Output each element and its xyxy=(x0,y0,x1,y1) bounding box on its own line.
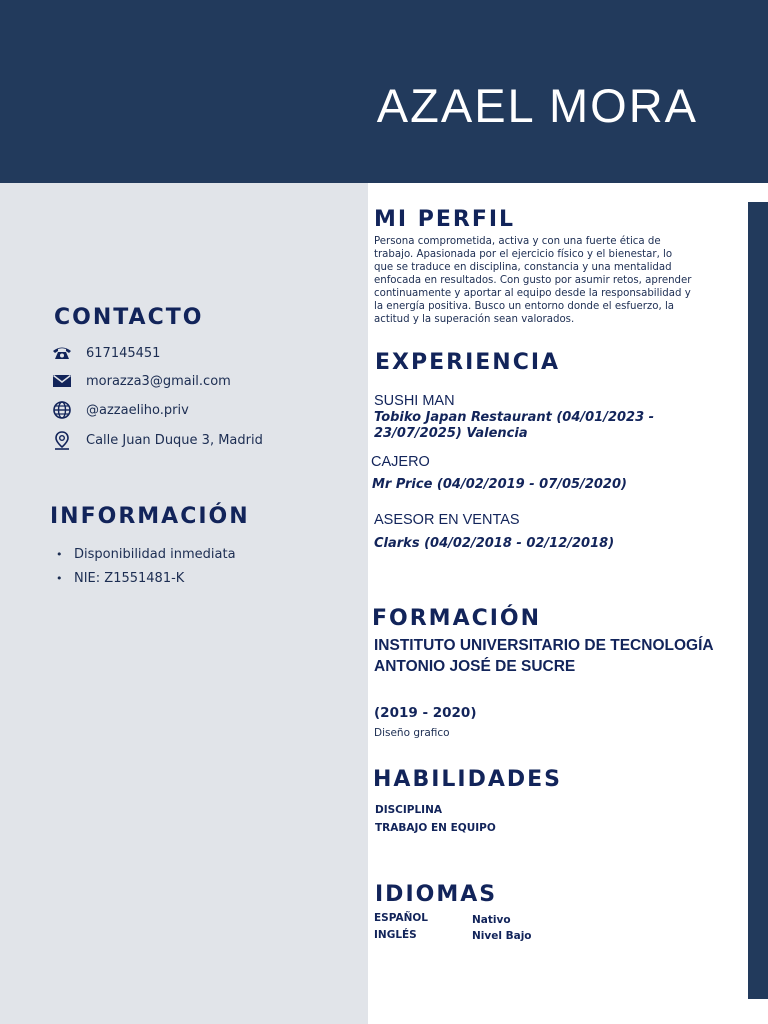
info-item: • NIE: Z1551481-K xyxy=(56,569,236,593)
header-banner xyxy=(0,0,768,183)
job-title: ASESOR EN VENTAS xyxy=(374,512,520,528)
candidate-name: AZAEL MORA xyxy=(376,79,698,132)
job-title: CAJERO xyxy=(371,454,430,470)
social-handle: @azzaeliho.priv xyxy=(86,402,189,418)
info-heading: INFORMACIÓN xyxy=(50,504,250,529)
contact-social xyxy=(52,400,189,420)
profile-text: Persona comprometida, activa y con una fuerte ética de trabajo. Apasionada por el ejercicio físico y el bienestar, lo que se traduce en disciplina, constancia y una mentalidad enfocada en resultados. Con gusto por asumir retos, aprender continuamente y aportar al equipo desde la responsabilidad y la energía positiva. Busco un entorno donde el esfuerzo, la actitud y la superación sean valorados. xyxy=(374,236,692,325)
skill-item: DISCIPLINA xyxy=(375,804,443,816)
right-accent-bar xyxy=(748,202,768,999)
job-detail: Clarks (04/02/2018 - 02/12/2018) xyxy=(374,536,615,551)
info-list xyxy=(56,545,236,593)
language-level: Nativo xyxy=(472,914,511,926)
envelope-icon xyxy=(52,371,74,391)
location-pin-icon xyxy=(52,430,74,450)
education-heading: FORMACIÓN xyxy=(372,606,542,631)
info-item: • Disponibilidad inmediata xyxy=(56,545,236,569)
address-text: Calle Juan Duque 3, Madrid xyxy=(86,432,263,448)
skills-heading: HABILIDADES xyxy=(373,767,563,792)
experience-heading: EXPERIENCIA xyxy=(375,350,561,375)
contact-address xyxy=(52,430,263,450)
job-detail: Tobiko Japan Restaurant (04/01/2023 - 23/07/2025) Valencia xyxy=(374,410,655,441)
languages-heading: IDIOMAS xyxy=(375,882,498,907)
education-years: (2019 - 2020) xyxy=(374,705,477,721)
education-field: Diseño grafico xyxy=(374,727,450,739)
contact-email xyxy=(52,371,231,391)
contact-heading: CONTACTO xyxy=(54,305,204,330)
contact-phone xyxy=(52,343,160,363)
job-title: SUSHI MAN xyxy=(374,393,455,409)
skills-list xyxy=(375,803,496,839)
phone-number: 617145451 xyxy=(86,345,161,361)
profile-heading: MI PERFIL xyxy=(374,207,516,232)
language-name: ESPAÑOL xyxy=(374,912,428,924)
job-detail: Mr Price (04/02/2019 - 07/05/2020) xyxy=(372,477,627,492)
education-institution: INSTITUTO UNIVERSITARIO DE TECNOLOGÍA ANTONIO JOSÉ DE SUCRE xyxy=(374,637,714,675)
skill-item: TRABAJO EN EQUIPO xyxy=(375,822,496,834)
globe-icon xyxy=(52,400,74,420)
email-address: morazza3@gmail.com xyxy=(86,373,231,389)
phone-icon xyxy=(52,343,74,363)
language-level: Nivel Bajo xyxy=(472,930,532,942)
language-name: INGLÉS xyxy=(374,929,417,941)
